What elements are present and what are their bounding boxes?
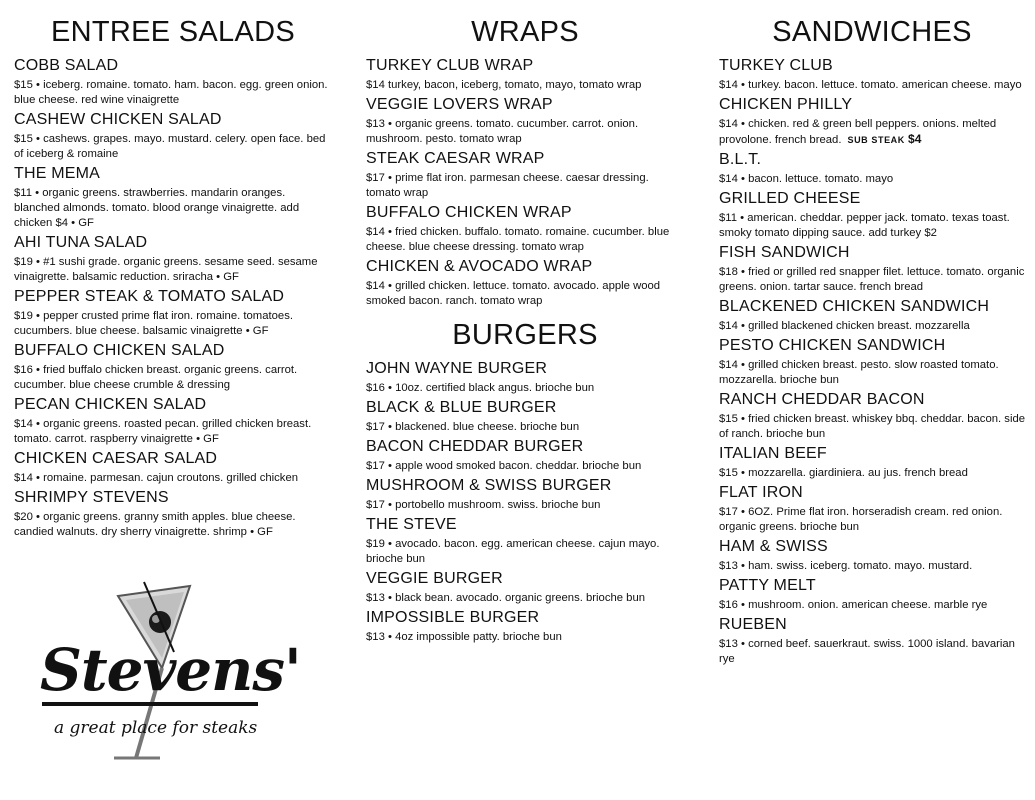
menu-item (366, 437, 684, 474)
menu-item-name: VEGGIE BURGER (366, 570, 503, 587)
menu-item-name: FISH SANDWICH (719, 244, 850, 261)
menu-item (719, 95, 1025, 148)
menu-item-name: CHICKEN & AVOCADO WRAP (366, 258, 593, 275)
menu-item-desc: $11 • american. cheddar. pepper jack. tomato. texas toast. smoky tomato dipping sauce. add turkey $2 (719, 212, 1010, 239)
menu-item-name: PEPPER STEAK & TOMATO SALAD (14, 288, 285, 305)
menu-item (14, 488, 332, 540)
menu-item-desc: $17 • prime flat iron. parmesan cheese. caesar dressing. tomato wrap (366, 172, 649, 199)
menu-item-desc: $16 • fried buffalo chicken breast. organic greens. carrot. cucumber. blue cheese crumble & dressing (14, 364, 298, 391)
menu-item-name: THE STEVE (366, 516, 457, 533)
menu-item-name: HAM & SWISS (719, 538, 828, 555)
menu-item (14, 395, 332, 447)
menu-item-desc: $17 • portobello mushroom. swiss. brioche bun (366, 499, 601, 511)
menu-item-name: PESTO CHICKEN SANDWICH (719, 337, 946, 354)
menu-item-desc: $14 • organic greens. roasted pecan. grilled chicken breast. tomato. carrot. raspberry vinaigrette • GF (14, 418, 312, 445)
sub-steak-price: $4 (908, 132, 922, 146)
menu-item (719, 297, 1025, 334)
menu-item (366, 515, 684, 567)
menu-item-desc: $16 • mushroom. onion. american cheese. marble rye (719, 599, 988, 611)
wraps-title: WRAPS (471, 16, 579, 48)
menu-item (14, 110, 332, 162)
menu-item-name: MUSHROOM & SWISS BURGER (366, 477, 612, 494)
menu-item-desc: $14 • grilled chicken. lettuce. tomato. avocado. apple wood smoked bacon. ranch. tomato wrap (366, 280, 661, 307)
menu-item (719, 576, 1025, 613)
menu-item (719, 150, 1025, 187)
menu-item (14, 287, 332, 339)
menu-item-desc (719, 117, 1025, 148)
menu-item-desc: $19 • pepper crusted prime flat iron. romaine. tomatoes. cucumbers. blue cheese. balsamic vinaigrette • GF (14, 310, 293, 337)
menu-item-name: VEGGIE LOVERS WRAP (366, 96, 553, 113)
menu-item-name: SHRIMPY STEVENS (14, 489, 169, 506)
menu-item-desc: $15 • iceberg. romaine. tomato. ham. bacon. egg. green onion. blue cheese. red wine vinaigrette (14, 79, 328, 106)
menu-item-desc: $14 • romaine. parmesan. cajun croutons. grilled chicken (14, 472, 299, 484)
menu-item (366, 359, 684, 396)
menu-item (366, 608, 684, 645)
menu-item (366, 476, 684, 513)
menu-item (719, 336, 1025, 388)
menu-item-desc: $13 • black bean. avocado. organic greens. brioche bun (366, 592, 646, 604)
menu-item-desc: $15 • mozzarella. giardiniera. au jus. french bread (719, 467, 968, 479)
burgers-title: BURGERS (452, 319, 598, 351)
menu-item-desc: $11 • organic greens. strawberries. mandarin oranges. blanched almonds. tomato. blood orange vinaigrette. add chicken $4 • GF (14, 187, 300, 229)
menu-item-name: COBB SALAD (14, 57, 119, 74)
menu-item-name: TURKEY CLUB (719, 57, 833, 74)
menu-item (366, 95, 684, 147)
menu-item (366, 149, 684, 201)
menu-item (719, 615, 1025, 667)
menu-item (719, 483, 1025, 535)
menu-item (719, 189, 1025, 241)
menu-item-name: CHICKEN CAESAR SALAD (14, 450, 218, 467)
menu-item (366, 569, 684, 606)
menu-item-name: BLACK & BLUE BURGER (366, 399, 557, 416)
menu-item-name: CHICKEN PHILLY (719, 96, 853, 113)
menu-item (14, 341, 332, 393)
menu-item (366, 203, 684, 255)
menu-item (719, 243, 1025, 295)
menu-item-name: BACON CHEDDAR BURGER (366, 438, 584, 455)
menu-item (719, 444, 1025, 481)
menu-item-name: TURKEY CLUB WRAP (366, 57, 534, 74)
wraps-burgers-column (366, 14, 684, 647)
menu-item-name: FLAT IRON (719, 484, 803, 501)
menu-item-name: BUFFALO CHICKEN SALAD (14, 342, 225, 359)
menu-item-desc: $13 • organic greens. tomato. cucumber. carrot. onion. mushroom. pesto. tomato wrap (366, 118, 639, 145)
menu-item-desc: $17 • blackened. blue cheese. brioche bun (366, 421, 580, 433)
menu-item-name: BUFFALO CHICKEN WRAP (366, 204, 572, 221)
menu-item-desc: $14 • grilled chicken breast. pesto. slow roasted tomato. mozzarella. brioche bun (719, 359, 999, 386)
menu-item (14, 164, 332, 231)
entree-salads-section (14, 14, 332, 542)
menu-item (14, 56, 332, 108)
menu-item-name: BLACKENED CHICKEN SANDWICH (719, 298, 990, 315)
menu-item-desc: $14 • grilled blackened chicken breast. mozzarella (719, 320, 970, 332)
menu-item-name: RUEBEN (719, 616, 787, 633)
menu-item-desc: $14 • fried chicken. buffalo. tomato. romaine. cucumber. blue cheese. blue cheese dressing. tomato wrap (366, 226, 670, 253)
menu-item-desc-text: $14 • chicken. red & green bell peppers. onions. melted provolone. french bread. (719, 118, 997, 146)
logo-tagline: a great place for steaks (54, 718, 258, 738)
menu-item-name: B.L.T. (719, 151, 762, 168)
menu-item-name: ITALIAN BEEF (719, 445, 827, 462)
menu-item-name: STEAK CAESAR WRAP (366, 150, 545, 167)
menu-item (719, 390, 1025, 442)
menu-item (366, 398, 684, 435)
menu-item-name: RANCH CHEDDAR BACON (719, 391, 925, 408)
menu-item-name: AHI TUNA SALAD (14, 234, 148, 251)
menu-item-desc: $13 • 4oz impossible patty. brioche bun (366, 631, 562, 643)
menu-item-desc: $19 • #1 sushi grade. organic greens. sesame seed. sesame vinaigrette. balsamic reduction. sriracha • GF (14, 256, 318, 283)
menu-item-desc: $15 • fried chicken breast. whiskey bbq. cheddar. bacon. side of ranch. brioche bun (719, 413, 1026, 440)
menu-item-name: IMPOSSIBLE BURGER (366, 609, 540, 626)
menu-item-name: GRILLED CHEESE (719, 190, 861, 207)
menu-item-desc: $15 • cashews. grapes. mayo. mustard. celery. open face. bed of iceberg & romaine (14, 133, 326, 160)
menu-item-desc: $20 • organic greens. granny smith apples. blue cheese. candied walnuts. dry sherry vinaigrette. shrimp • GF (14, 511, 296, 538)
menu-item (719, 537, 1025, 574)
menu-item-desc: $17 • apple wood smoked bacon. cheddar. brioche bun (366, 460, 642, 472)
menu-item-desc: $13 • ham. swiss. iceberg. tomato. mayo. mustard. (719, 560, 973, 572)
menu-item-desc: $18 • fried or grilled red snapper filet. lettuce. tomato. organic greens. onion. tartar sauce. french bread (719, 266, 1025, 293)
menu-item-desc: $13 • corned beef. sauerkraut. swiss. 1000 island. bavarian rye (719, 638, 1015, 665)
menu-item (719, 56, 1025, 93)
menu-item (366, 257, 684, 309)
menu-item-desc: $17 • 6OZ. Prime flat iron. horseradish cream. red onion. organic greens. brioche bun (719, 506, 1003, 533)
menu-item (14, 449, 332, 486)
sandwiches-section (719, 14, 1025, 669)
menu-item (366, 56, 684, 93)
menu-item-desc: $14 turkey, bacon, iceberg, tomato, mayo, tomato wrap (366, 79, 642, 91)
menu-item-name: PATTY MELT (719, 577, 816, 594)
menu-item-name: PECAN CHICKEN SALAD (14, 396, 207, 413)
sandwiches-title: SANDWICHES (772, 16, 972, 48)
menu-item-desc: $14 • bacon. lettuce. tomato. mayo (719, 173, 894, 185)
sub-steak-label: SUB STEAK (847, 135, 905, 145)
menu-item-desc: $16 • 10oz. certified black angus. brioche bun (366, 382, 595, 394)
menu-item (14, 233, 332, 285)
menu-item-name: JOHN WAYNE BURGER (366, 360, 548, 377)
entree-salads-title: ENTREE SALADS (50, 16, 296, 48)
stevens-logo (40, 578, 301, 768)
menu-item-name: THE MEMA (14, 165, 101, 182)
menu-item-desc: $14 • turkey. bacon. lettuce. tomato. american cheese. mayo (719, 79, 1022, 91)
menu-item-desc: $19 • avocado. bacon. egg. american cheese. cajun mayo. brioche bun (366, 538, 660, 565)
logo-name: Stevens' (40, 636, 301, 704)
menu-item-name: CASHEW CHICKEN SALAD (14, 111, 222, 128)
